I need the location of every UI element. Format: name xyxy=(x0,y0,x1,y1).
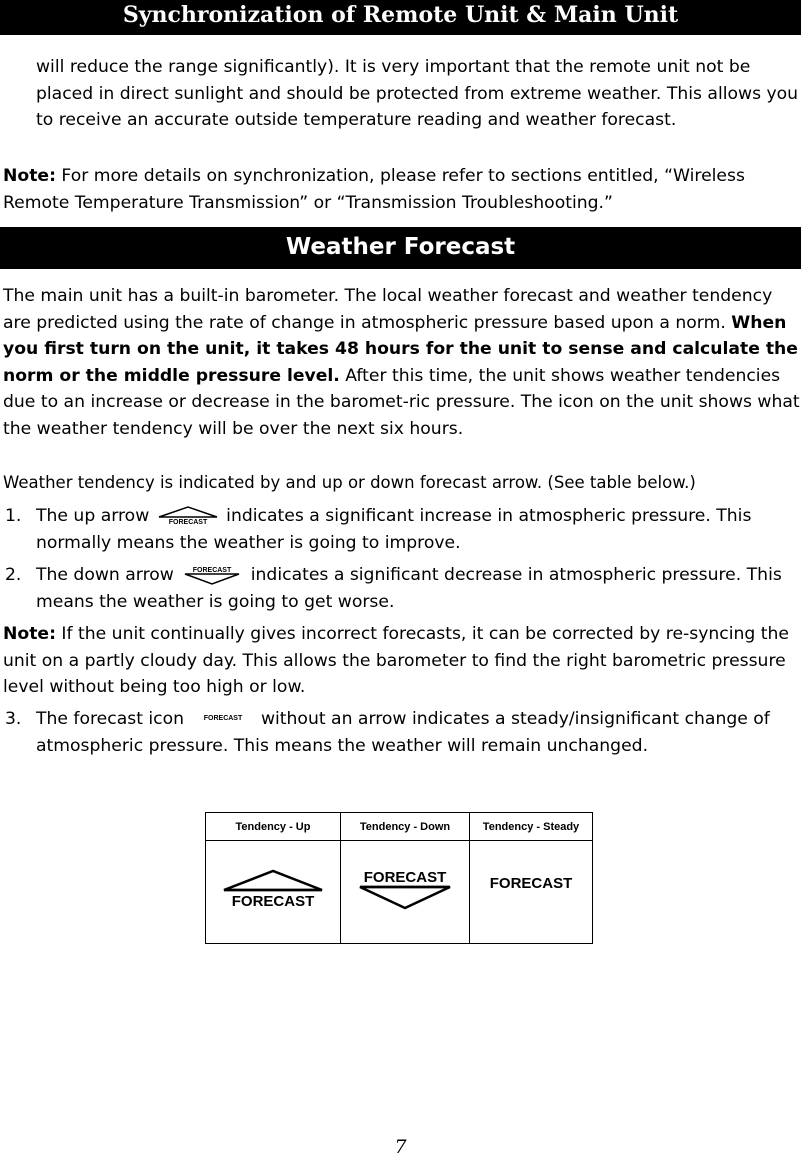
cell-up xyxy=(206,841,341,944)
note-text: For more details on synchronization, please refer to sections entitled, “Wireless Remote Temperature Transmission” or “Transmission Troubleshooting.” xyxy=(3,166,745,213)
weather-text-a: The main unit has a built-in barometer. The local weather forecast and weather tendency are predicted using the rate of change in atmospheric pressure based upon a norm. xyxy=(3,286,773,333)
cell-steady xyxy=(470,841,593,944)
list-item-3 xyxy=(36,706,801,759)
cell-down xyxy=(341,841,470,944)
note-label: Note: xyxy=(3,166,56,186)
svg-text:FORECAST: FORECAST xyxy=(203,715,242,722)
tendency-intro: Weather tendency is indicated by and up or down forecast arrow. (See table below.) xyxy=(3,473,696,492)
item2-text-a: The down arrow xyxy=(36,565,180,585)
svg-text:FORECAST: FORECAST xyxy=(231,892,315,910)
forecast-up-large-icon xyxy=(218,868,328,912)
note2-label: Note: xyxy=(3,624,56,644)
weather-paragraph xyxy=(3,283,801,442)
list-number-1: 1. xyxy=(5,506,22,526)
note-sync xyxy=(3,163,801,216)
item1-text-a: The up arrow xyxy=(36,506,155,526)
section-header-weather: Weather Forecast xyxy=(0,227,801,269)
item3-text-b: without an arrow indicates a steady/insignificant change of atmospheric pressure. This means the weather will remain unchanged. xyxy=(36,709,770,756)
forecast-steady-large-icon xyxy=(476,868,586,912)
tendency-table xyxy=(205,812,593,944)
item3-text-a: The forecast icon xyxy=(36,709,190,729)
item1-text-b: indicates a significant increase in atmospheric pressure. This normally means the weather is going to improve. xyxy=(36,506,752,553)
list-number-3: 3. xyxy=(5,709,22,729)
table-icon-row xyxy=(206,841,593,944)
svg-text:FORECAST: FORECAST xyxy=(168,519,207,526)
header-tendency-down: Tendency - Down xyxy=(341,813,470,841)
svg-text:FORECAST: FORECAST xyxy=(193,567,232,574)
header-tendency-steady: Tendency - Steady xyxy=(470,813,593,841)
note2-text: If the unit continually gives incorrect forecasts, it can be corrected by re-syncing the unit on a partly cloudy day. This allows the barometer to find the right barometric pressure level without being too high or low. xyxy=(3,624,789,697)
list-item-2 xyxy=(36,562,801,615)
forecast-down-large-icon xyxy=(350,868,460,912)
table-header-row xyxy=(206,813,593,841)
forecast-down-arrow-icon xyxy=(179,564,245,586)
weather-text-bold: When you first turn on the unit, it takes 48 hours for the unit to sense and calculate the norm or the middle pressure level. xyxy=(3,312,798,386)
forecast-up-arrow-icon xyxy=(155,505,221,527)
section-header-sync: Synchronization of Remote Unit & Main Unit xyxy=(0,0,801,35)
weather-text-b: After this time, the unit shows weather tendencies due to an increase or decrease in the baromet-ric pressure. The icon on the unit shows what the weather tendency will be over the next six hours. xyxy=(3,365,800,439)
forecast-steady-icon xyxy=(190,710,256,728)
list-item-1 xyxy=(36,503,801,556)
item2-text-b: indicates a significant decrease in atmospheric pressure. This means the weather is going to get worse. xyxy=(36,565,782,612)
svg-text:FORECAST: FORECAST xyxy=(363,868,447,886)
sync-paragraph: will reduce the range significantly). It is very important that the remote unit not be placed in direct sunlight and should be protected from extreme weather. This allows you to receive an accurate outside temperature reading and weather forecast. xyxy=(36,57,799,130)
list-number-2: 2. xyxy=(5,565,22,585)
svg-text:FORECAST: FORECAST xyxy=(489,874,573,892)
page-number: 7 xyxy=(394,1136,407,1158)
header-tendency-up: Tendency - Up xyxy=(206,813,341,841)
note-forecast xyxy=(3,621,801,701)
